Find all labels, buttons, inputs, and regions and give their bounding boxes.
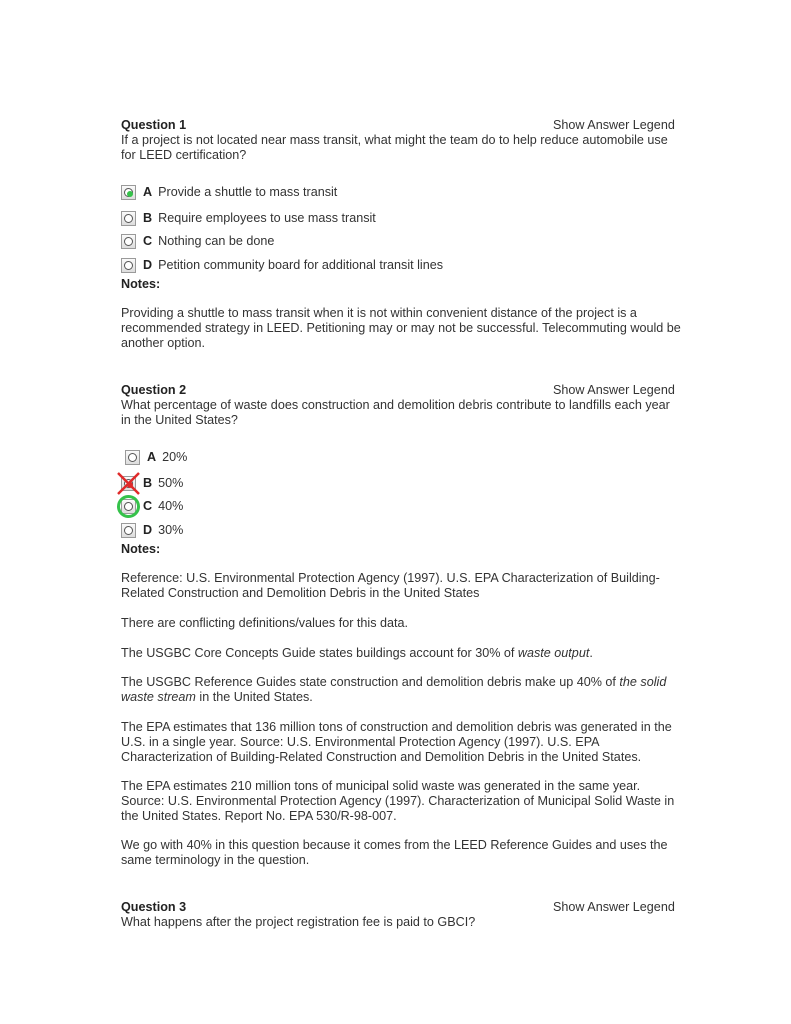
incorrect-x-icon [116,471,141,496]
option-letter: A [143,184,153,199]
question-2-notes-core-concepts [121,646,681,661]
option-letter: A [147,449,157,464]
option-text: 50% [158,475,184,490]
note-emphasis: waste output [517,646,590,660]
question-2-title: Question 2 [121,383,187,397]
note-emphasis: the solid waste stream [121,675,667,704]
question-2-option-d[interactable] [121,520,183,540]
question-1-notes: Providing a shuttle to mass transit when it is not within convenient distance of the project is a recommended strategy in LEED. Petitioning may or may not be successful. Telecommuting would be another option. [121,306,681,350]
option-letter: D [143,522,153,537]
option-letter: B [143,475,153,490]
question-1-option-a[interactable] [121,182,337,202]
option-text: 40% [158,498,184,513]
radio-icon[interactable] [121,234,136,249]
radio-icon[interactable] [121,523,136,538]
option-text: 20% [162,449,188,464]
question-1-option-d[interactable] [121,255,443,275]
question-1-option-c[interactable] [121,231,274,251]
option-text: Require employees to use mass transit [158,210,376,225]
note-text: . [589,646,593,660]
question-2-option-c[interactable] [121,496,183,516]
question-3-title: Question 3 [121,900,187,914]
question-2-notes-epa-136: The EPA estimates that 136 million tons of construction and demolition debris was generated in the U.S. in a single year. Source: U.S. Environmental Protection Agency (1997). U.S. EPA Characterization of Building-Related Construction and Demolition Debris in the United States. [121,720,672,764]
question-1-show-answer-legend[interactable]: Show Answer Legend [553,118,675,132]
note-text: The USGBC Reference Guides state construction and demolition debris make up 40% of [121,675,620,689]
option-text: Provide a shuttle to mass transit [158,184,338,199]
question-2-notes-reference-guides [121,675,681,705]
question-2-notes-conflicting: There are conflicting definitions/values for this data. [121,616,409,630]
question-2-notes-conclusion: We go with 40% in this question because it comes from the LEED Reference Guides and uses the same terminology in the question. [121,838,668,867]
selected-incorrect-radio-icon[interactable] [121,476,136,491]
question-2-notes-label: Notes: [121,542,161,556]
question-2-show-answer-legend[interactable]: Show Answer Legend [553,383,675,397]
question-2-notes-reference: Reference: U.S. Environmental Protection Agency (1997). U.S. EPA Characterization of Building-Related Construction and Demolition Debris in the United States [121,571,660,600]
question-2-option-b[interactable] [121,473,183,493]
note-text: in the United States. [195,690,313,704]
question-1-text: If a project is not located near mass transit, what might the team do to help reduce automobile use for LEED certification? [121,133,668,162]
radio-icon[interactable] [121,258,136,273]
radio-icon[interactable] [125,450,140,465]
question-1-title: Question 1 [121,118,187,132]
question-1-option-b[interactable] [121,208,376,228]
question-3-show-answer-legend[interactable]: Show Answer Legend [553,900,675,914]
option-text: Nothing can be done [158,233,275,248]
radio-icon[interactable] [121,211,136,226]
note-text: The USGBC Core Concepts Guide states buildings account for 30% of [121,646,518,660]
correct-answer-radio-icon[interactable] [121,499,136,514]
option-letter: B [143,210,153,225]
option-letter: D [143,257,153,272]
option-text: Petition community board for additional transit lines [158,257,444,272]
option-letter: C [143,233,153,248]
question-2-notes-epa-210: The EPA estimates 210 million tons of municipal solid waste was generated in the same year. Source: U.S. Environmental Protection Agency (1997). Characterization of Municipal Solid Waste in the United States. Report No. EPA 530/R-98-007. [121,779,675,823]
option-text: 30% [158,522,184,537]
selected-radio-icon[interactable] [121,185,136,200]
option-letter: C [143,498,153,513]
question-1-notes-label: Notes: [121,277,161,291]
question-2-option-a[interactable] [121,447,187,467]
question-3-text: What happens after the project registration fee is paid to GBCI? [121,915,476,929]
question-2-text: What percentage of waste does construction and demolition debris contribute to landfills each year in the United States? [121,398,670,427]
